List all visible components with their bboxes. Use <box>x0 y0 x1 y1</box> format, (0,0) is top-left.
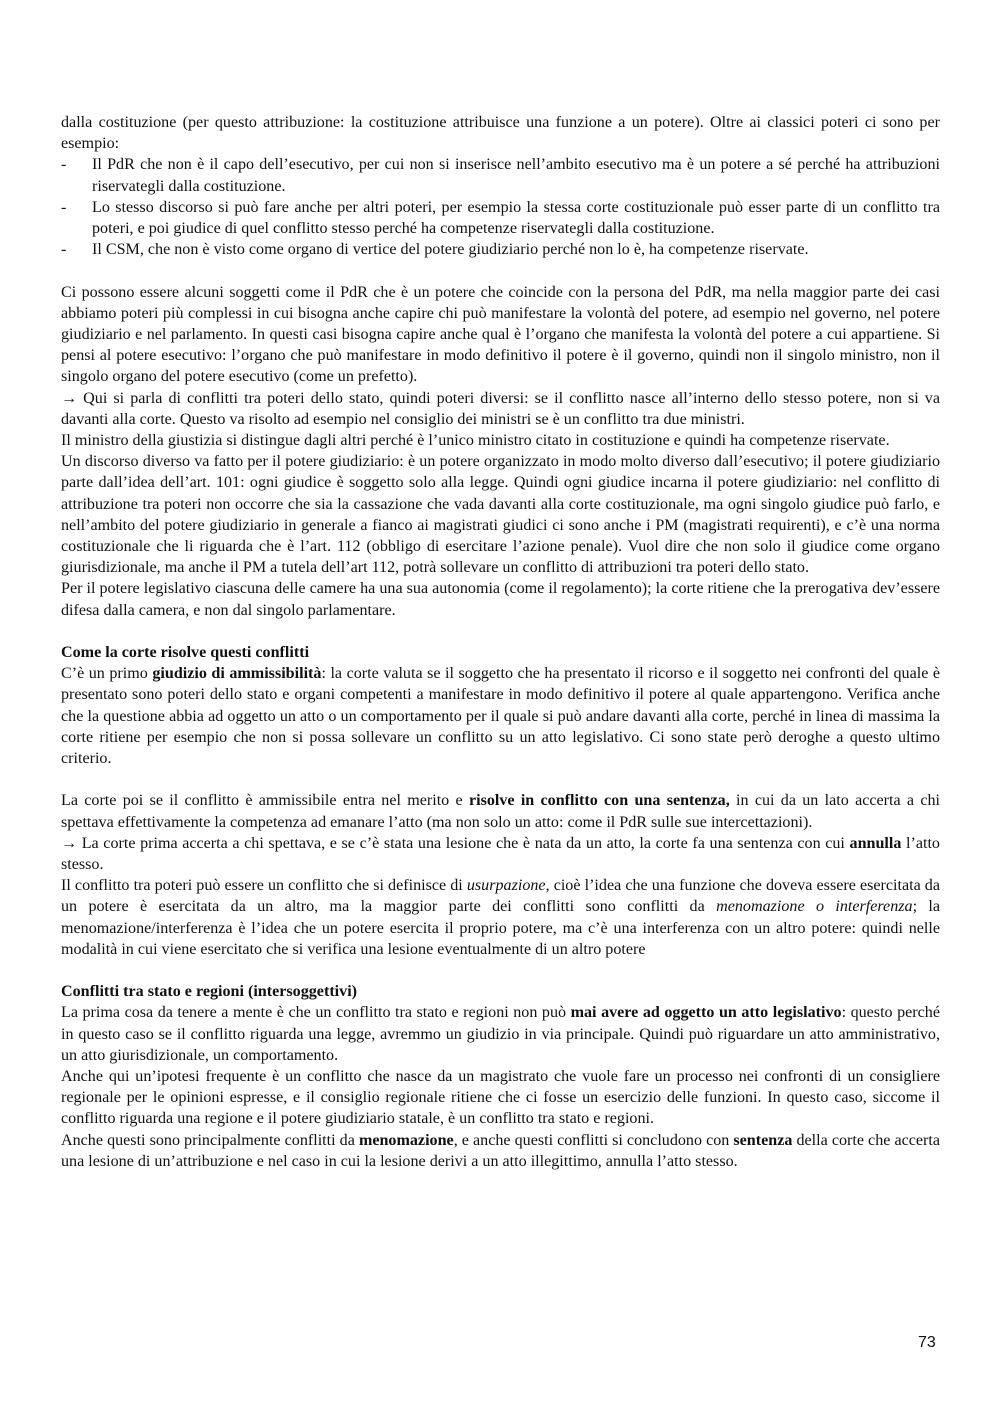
arrow-icon: → <box>61 389 78 407</box>
bold-term: sentenza <box>733 1131 793 1149</box>
paragraph <box>61 875 940 960</box>
paragraph <box>61 388 940 430</box>
paragraph: Ci possono essere alcuni soggetti come il PdR che è un potere che coincide con la persona del PdR, ma nella maggior parte dei casi abbiamo poteri più complessi in cui bisogna anche capire chi può manifestare la volontà del potere, ad esempio nel governo, nel potere giudiziario e nel parlamento. In questi casi bisogna capire anche qual è l’organo che manifesta la volontà del potere a cui appartiene. Si pensi al potere esecutivo: l’organo che può manifestare in modo definitivo il potere è il governo, quindi non il singolo ministro, non il singolo organo del potere esecutivo (come un prefetto). <box>61 283 940 386</box>
paragraph <box>61 790 940 832</box>
italic-term: usurpazione <box>466 877 546 895</box>
paragraph <box>61 1002 940 1066</box>
text-run: La corte prima accerta a chi spettava, e se c’è stata una lesione che è nata da un atto, la corte fa una sentenza con cui <box>77 834 850 852</box>
page-number: 73 <box>918 1334 936 1351</box>
italic-term: menomazione o interferenza <box>716 898 913 916</box>
list-item-text: Lo stesso discorso si può fare anche per altri poteri, per esempio la stessa corte costituzionale può esser parte di un conflitto tra poteri, e poi giudice di quel conflitto stesso perché ha competenze riservategli dalla costituzione. <box>92 198 940 238</box>
list-item <box>61 154 940 196</box>
bold-term: mai avere ad oggetto un atto legislativo <box>570 1004 842 1022</box>
bold-term: menomazione <box>358 1131 454 1149</box>
text-run: La corte poi se il conflitto è ammissibile entra nel merito e <box>61 792 469 810</box>
text-run: La prima cosa da tenere a mente è che un conflitto tra stato e regioni non può <box>61 1004 571 1022</box>
paragraph: Il ministro della giustizia si distingue dagli altri perché è l’unico ministro citato in costituzione e quindi ha competenze riservate. <box>61 432 890 450</box>
powers-list <box>61 154 940 260</box>
section-heading: Conflitti tra stato e regioni (intersoggettivi) <box>61 983 358 1001</box>
bold-term: annulla <box>849 834 902 852</box>
paragraph-gap <box>61 260 940 281</box>
bold-term: risolve in conflitto con una sentenza, <box>468 792 730 810</box>
paragraph: Un discorso diverso va fatto per il potere giudiziario: è un potere organizzato in modo molto diverso dall’esecutivo; il potere giudiziario parte dall’idea dell’art. 101: ogni giudice è soggetto solo alla legge. Quindi ogni giudice incarna il potere giudiziario: nel conflitto di attribuzione tra poteri non occorre che sia la cassazione che vada davanti alla corte costituzionale, ma ogni singolo giudice può farlo, e nell’ambito del potere giudiziario in generale a fianco ai magistrati giudici ci sono anche i PM (magistrati requirenti), e c’è una norma costituzionale che li riguarda che è l’art. 112 (obbligo di esercitare l’azione penale). Vuol dire che non solo il giudice come organo giurisdizionale, ma anche il PM a tutela dell’art 112, potrà sollevare un conflitto di attribuzioni tra poteri dello stato. <box>61 453 940 577</box>
paragraph <box>61 833 940 875</box>
paragraph: Anche qui un’ipotesi frequente è un conflitto che nasce da un magistrato che vuole fare un processo nei confronti di un consigliere regionale per le opinioni espresse, e il consiglio regionale ritiene che ci fosse un esercizio delle funzioni. In questo caso, siccome il conflitto riguarda una regione e il potere giudiziario statale, è un conflitto tra stato e regioni. <box>61 1068 940 1128</box>
paragraph <box>61 663 940 769</box>
text-run: : questo perché in questo caso se il conflitto riguarda una legge, avremmo un giudizio in via principale. Quindi può riguardare un atto amministrativo, un atto giurisdizionale, un comportamento. <box>61 1004 940 1064</box>
section-heading: Come la corte risolve questi conflitti <box>61 644 310 662</box>
text-run: , e anche questi conflitti si concludono con <box>453 1131 734 1149</box>
bold-term: giudizio di ammissibilità <box>152 665 322 683</box>
paragraph-gap <box>61 769 940 790</box>
intro-paragraph: dalla costituzione (per questo attribuzione: la costituzione attribuisce una funzione a un potere). Oltre ai classici poteri ci sono per esempio: <box>61 114 940 153</box>
text-run: Il conflitto tra poteri può essere un conflitto che si definisce di <box>61 877 467 895</box>
list-item-text: Il CSM, che non è visto come organo di vertice del potere giudiziario perché non lo è, ha competenze riservate. <box>92 241 809 259</box>
text-run: in cui da un lato accerta a chi spettava effettivamente la competenza ad emanare l’atto (ma non solo un atto: come il PdR sulle sue intercettazioni). <box>61 792 940 831</box>
paragraph <box>61 1130 940 1172</box>
paragraph-gap <box>61 960 940 981</box>
arrow-icon: → <box>61 834 78 852</box>
text-run: C’è un primo <box>61 665 153 683</box>
text-run: : la corte valuta se il soggetto che ha presentato il ricorso e il soggetto nei confronti del quale è presentato sono poteri dello stato e organi competenti a manifestare in modo definitivo il potere al quale appartengono. Verifica anche che la questione abbia ad oggetto un atto o un comportamento per il quale si può andare davanti alla corte, perché in linea di massima la corte ritiene per esempio che non si possa sollevare un conflitto su un atto legislativo. Ci sono state però deroghe a questo ultimo criterio. <box>61 665 941 768</box>
text-run: della corte che accerta una lesione di un’attribuzione e nel caso in cui la lesione derivi a un atto illegittimo, annulla l’atto stesso. <box>61 1131 941 1170</box>
text-run: Anche questi sono principalmente conflitti da <box>61 1131 359 1149</box>
list-item <box>61 197 940 239</box>
list-item-text: Il PdR che non è il capo dell’esecutivo, per cui non si inserisce nell’ambito esecutivo ma è un potere a sé perché ha attribuzioni riservategli dalla costituzione. <box>92 156 940 195</box>
paragraph-text: Qui si parla di conflitti tra poteri dello stato, quindi poteri diversi: se il conflitto nasce all’interno dello stesso potere, non si va davanti alla corte. Questo va risolto ad esempio nel consiglio dei ministri se è un conflitto tra due ministri. <box>61 389 940 428</box>
paragraph: Per il potere legislativo ciascuna delle camere ha una sua autonomia (come il regolamento); la corte ritiene che la prerogativa dev’essere difesa dalla camera, e non dal singolo parlamentare. <box>61 580 940 619</box>
paragraph-gap <box>61 621 940 642</box>
text-run: ; la menomazione/interferenza è l’idea che un potere esercita il proprio potere, ma c’è una interferenza con un altro potere: quindi nelle modalità in cui viene esercitato che si verifica una lesione eventualmente di un altro potere <box>61 898 941 958</box>
text-run: l’atto stesso. <box>61 834 940 874</box>
text-run: , cioè l’idea che una funzione che doveva essere esercitata da un potere è esercitata da un altro, ma la maggior parte dei conflitti sono conflitti da <box>61 877 941 916</box>
list-item <box>61 239 940 260</box>
